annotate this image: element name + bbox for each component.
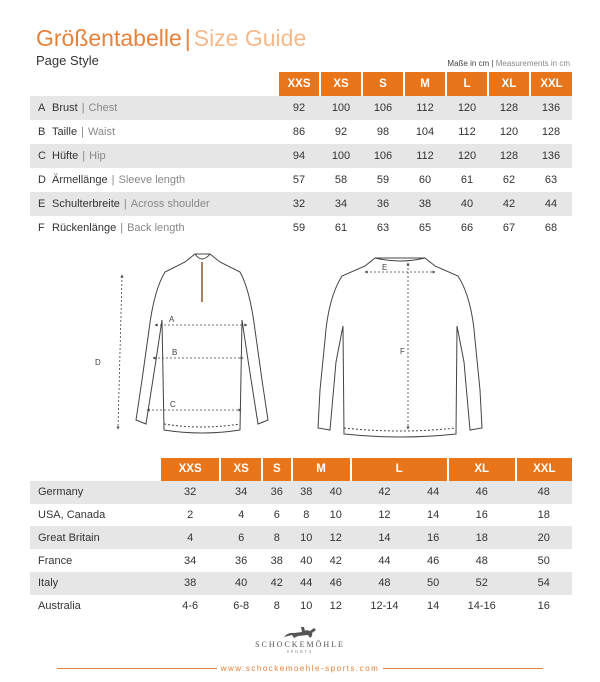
row-label xyxy=(52,168,278,192)
country-name: Australia xyxy=(38,600,81,613)
table-row xyxy=(30,504,572,527)
table-cell: 54 xyxy=(516,572,572,595)
row-label xyxy=(52,192,278,216)
units-german: Maße in cm xyxy=(447,59,490,68)
size-header: XS xyxy=(220,458,262,481)
table-cell: 10 xyxy=(329,508,342,521)
label-english: Sleeve length xyxy=(118,174,186,186)
table-cell: 92 xyxy=(334,126,348,138)
table-cell: 94 xyxy=(278,144,320,168)
table-cell: 68 xyxy=(544,222,558,234)
title-separator: | xyxy=(184,25,191,51)
table-cell: 14-16 xyxy=(467,600,496,613)
label-f: F xyxy=(400,347,405,356)
title-english: Size Guide xyxy=(193,25,307,51)
row-label xyxy=(52,216,278,240)
row-letter: A xyxy=(30,96,52,120)
table-row xyxy=(30,144,572,168)
label-german: Ärmellänge xyxy=(52,174,108,186)
table-cell: 63 xyxy=(376,222,390,234)
table-cell: 16 xyxy=(418,526,448,549)
table-cell: 128 xyxy=(488,96,530,120)
table-cell: 50 xyxy=(418,572,448,595)
table-cell: 59 xyxy=(376,174,390,186)
table-cell: 6 xyxy=(220,526,262,549)
measurement-header-row xyxy=(30,72,572,96)
table-cell: 12 xyxy=(378,508,391,521)
table-cell: 12 xyxy=(321,526,351,549)
table-cell: 120 xyxy=(446,144,488,168)
table-cell: 46 xyxy=(448,481,516,504)
brand-logo xyxy=(0,626,600,654)
units-separator: | xyxy=(491,59,494,68)
table-cell: 40 xyxy=(446,192,488,216)
table-cell: 65 xyxy=(418,222,432,234)
size-header: S xyxy=(362,72,404,96)
table-cell: 40 xyxy=(220,572,262,595)
table-cell: 38 xyxy=(292,481,322,504)
units-english: Measurements in cm xyxy=(495,59,570,68)
table-cell: 10 xyxy=(292,526,322,549)
table-cell: 14 xyxy=(426,508,440,521)
table-cell: 38 xyxy=(270,554,283,567)
size-header: M xyxy=(292,458,351,481)
table-cell: 18 xyxy=(448,526,516,549)
label-english: Across shoulder xyxy=(130,198,210,210)
label-b: B xyxy=(172,348,178,357)
measurement-table xyxy=(30,72,572,240)
size-header: XL xyxy=(488,72,530,96)
table-cell: 4 xyxy=(238,508,245,521)
size-header: S xyxy=(262,458,292,481)
table-cell: 106 xyxy=(362,144,404,168)
label-german: Hüfte xyxy=(52,150,79,162)
table-cell: 32 xyxy=(160,481,220,504)
table-cell: 100 xyxy=(320,96,362,120)
table-row xyxy=(30,526,572,549)
table-cell: 16 xyxy=(475,508,488,521)
country-name: Italy xyxy=(30,572,160,595)
row-letter: C xyxy=(30,144,52,168)
table-cell: 36 xyxy=(362,192,404,216)
table-cell: 10 xyxy=(300,600,313,613)
units-note xyxy=(447,59,570,68)
table-cell: 136 xyxy=(530,96,572,120)
table-cell: 60 xyxy=(418,174,432,186)
table-cell: 112 xyxy=(404,96,446,120)
table-cell: 63 xyxy=(544,174,558,186)
table-row xyxy=(30,120,572,144)
row-letter: D xyxy=(38,174,46,186)
table-row xyxy=(30,549,572,572)
country-size-table xyxy=(30,458,572,618)
table-cell: 34 xyxy=(320,192,362,216)
label-english: Hip xyxy=(89,150,106,162)
table-cell: 4 xyxy=(160,526,220,549)
table-cell: 14 xyxy=(426,600,440,613)
label-e: E xyxy=(382,263,388,272)
brand-name: SCHOCKEMÖHLE xyxy=(255,640,345,649)
table-cell: 120 xyxy=(446,96,488,120)
table-cell: 40 xyxy=(321,481,351,504)
table-cell: 66 xyxy=(460,222,474,234)
table-cell: 98 xyxy=(376,126,390,138)
table-cell: 44 xyxy=(418,481,448,504)
table-cell: 42 xyxy=(262,572,292,595)
table-cell: 36 xyxy=(235,554,248,567)
table-cell: 58 xyxy=(334,174,348,186)
table-cell: 20 xyxy=(516,526,572,549)
country-name: France xyxy=(38,554,73,567)
table-cell: 128 xyxy=(541,126,561,138)
table-cell: 36 xyxy=(262,481,292,504)
label-separator: | xyxy=(120,222,124,234)
label-separator: | xyxy=(81,102,85,114)
table-cell: 4-6 xyxy=(182,600,199,613)
row-letter: E xyxy=(30,192,52,216)
country-name: Great Britain xyxy=(30,526,160,549)
table-cell: 48 xyxy=(516,481,572,504)
label-english: Chest xyxy=(88,102,118,114)
table-cell: 34 xyxy=(220,481,262,504)
table-cell: 18 xyxy=(537,508,550,521)
table-cell: 32 xyxy=(278,192,320,216)
table-cell: 100 xyxy=(320,144,362,168)
table-cell: 52 xyxy=(448,572,516,595)
row-label xyxy=(52,120,278,144)
table-cell: 42 xyxy=(488,192,530,216)
table-cell: 34 xyxy=(184,554,197,567)
table-cell: 136 xyxy=(530,144,572,168)
table-cell: 46 xyxy=(321,572,351,595)
size-header: XXL xyxy=(530,72,572,96)
table-row xyxy=(30,192,572,216)
horse-rider-icon xyxy=(280,626,320,640)
back-measurement-lines xyxy=(366,264,434,428)
label-english: Waist xyxy=(87,126,116,138)
footer xyxy=(0,664,600,673)
size-header: L xyxy=(351,458,448,481)
table-row xyxy=(30,481,572,504)
table-cell: 59 xyxy=(292,222,306,234)
table-cell: 92 xyxy=(278,96,320,120)
table-cell: 48 xyxy=(475,554,488,567)
table-cell: 38 xyxy=(404,192,446,216)
table-cell: 104 xyxy=(415,126,435,138)
table-cell: 6-8 xyxy=(233,600,250,613)
country-name: Germany xyxy=(30,481,160,504)
garment-measurement-diagram xyxy=(90,250,510,450)
table-cell: 46 xyxy=(426,554,440,567)
table-cell: 61 xyxy=(334,222,348,234)
size-header: XXL xyxy=(516,458,572,481)
table-cell: 14 xyxy=(351,526,419,549)
label-german: Taille xyxy=(52,126,78,138)
row-letter: F xyxy=(38,222,45,234)
row-letter: B xyxy=(38,126,46,138)
label-separator: | xyxy=(123,198,127,210)
table-cell: 128 xyxy=(488,144,530,168)
table-cell: 48 xyxy=(351,572,419,595)
size-header: XL xyxy=(448,458,516,481)
table-cell: 61 xyxy=(460,174,474,186)
header-spacer xyxy=(30,458,160,481)
table-cell: 12 xyxy=(329,600,342,613)
table-cell: 8 xyxy=(262,526,292,549)
table-cell: 42 xyxy=(329,554,342,567)
header-spacer xyxy=(52,72,278,96)
table-cell: 67 xyxy=(502,222,516,234)
label-d: D xyxy=(95,358,101,367)
front-measurement-lines xyxy=(118,276,246,428)
header-spacer xyxy=(30,72,52,96)
website-link[interactable]: www.schockemoehle-sports.com xyxy=(220,664,380,673)
size-header: XS xyxy=(320,72,362,96)
label-german: Rückenlänge xyxy=(52,222,117,234)
label-c: C xyxy=(170,400,176,409)
table-cell: 57 xyxy=(292,174,306,186)
table-cell: 8 xyxy=(273,600,280,613)
table-cell: 62 xyxy=(502,174,516,186)
table-row xyxy=(30,595,572,618)
label-separator: | xyxy=(111,174,115,186)
size-header: XXS xyxy=(160,458,220,481)
footer-divider xyxy=(383,668,543,669)
title-german: Größentabelle xyxy=(36,25,182,51)
table-cell: 44 xyxy=(378,554,391,567)
label-german: Brust xyxy=(52,102,78,114)
label-english: Back length xyxy=(127,222,185,234)
size-header: XXS xyxy=(278,72,320,96)
table-cell: 86 xyxy=(292,126,306,138)
page-title xyxy=(36,24,306,52)
label-separator: | xyxy=(82,150,86,162)
table-cell: 8 xyxy=(303,508,310,521)
label-a: A xyxy=(169,315,175,324)
table-cell: 112 xyxy=(404,144,446,168)
row-label xyxy=(52,144,278,168)
table-cell: 44 xyxy=(530,192,572,216)
label-german: Schulterbreite xyxy=(52,198,120,210)
size-header: L xyxy=(446,72,488,96)
table-cell: 16 xyxy=(537,600,550,613)
table-cell: 2 xyxy=(187,508,194,521)
label-separator: | xyxy=(81,126,84,138)
table-cell: 38 xyxy=(160,572,220,595)
size-header: M xyxy=(404,72,446,96)
table-cell: 50 xyxy=(537,554,550,567)
table-cell: 112 xyxy=(458,126,476,138)
table-cell: 42 xyxy=(351,481,419,504)
brand-subline: SPORTS xyxy=(286,649,314,654)
country-name: USA, Canada xyxy=(38,508,106,521)
table-row xyxy=(30,96,572,120)
table-row xyxy=(30,216,572,240)
footer-divider xyxy=(57,668,217,669)
product-name: Page Style xyxy=(36,53,99,68)
table-cell: 120 xyxy=(499,126,519,138)
table-cell: 6 xyxy=(273,508,280,521)
country-header-row xyxy=(30,458,572,481)
table-row xyxy=(30,168,572,192)
table-cell: 106 xyxy=(362,96,404,120)
table-row xyxy=(30,572,572,595)
table-cell: 12-14 xyxy=(370,600,399,613)
row-label xyxy=(52,96,278,120)
table-cell: 44 xyxy=(292,572,322,595)
table-cell: 40 xyxy=(300,554,313,567)
